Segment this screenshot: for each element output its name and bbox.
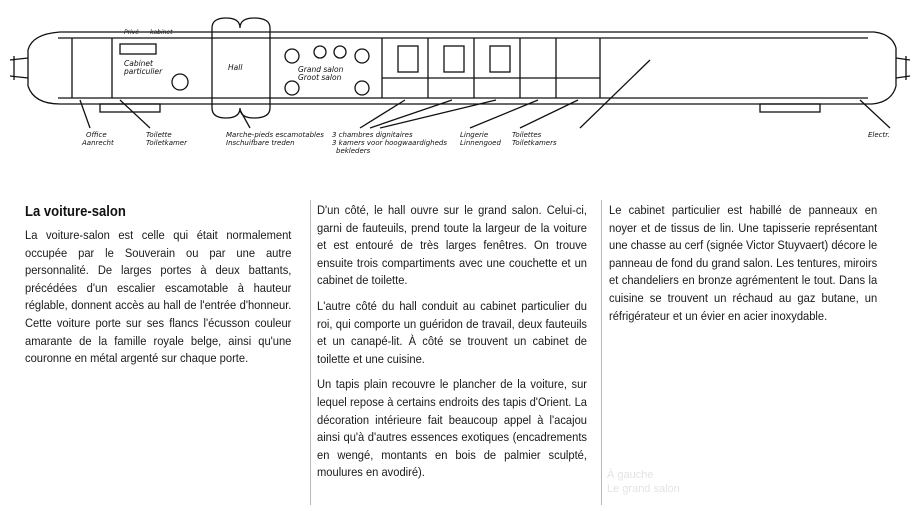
label-kabinet-2: kabinet [150,29,173,36]
bogie-right [760,104,820,112]
article-title: La voiture-salon [25,204,126,220]
left-coupler [10,56,28,80]
callout-treden: Inschuifbare treden [226,139,295,147]
sofa-bed [120,44,156,54]
armchair [355,81,369,95]
bogie-left [100,104,160,112]
faded-caption [607,468,680,496]
paragraph: Un tapis plain recouvre le plancher de la voiture, sur lequel repose à certains endroits des tapis d'Orient. La décoration intérieure fait beaucoup appel à l'acajou ainsi qu'à d'autres essences exotiques (encadrements en wengé, montants en bois de palmier sculpté, moulures en avodiré). [317,377,587,480]
paragraph: La voiture-salon est celle qui était normalement occupée par le Souverain ou par une autre personnalité. De larges portes à deux battants, précédées d'un escalier escamotable à hauteur réglable, donnent accès au hall de l'entrée d'honneur. Cette voiture porte sur ses flancs l'écusson couleur amarante de la famille royale belge, ainsi qu'une couronne en métal argenté sur chaque porte. [25,228,292,366]
paragraph: Le cabinet particulier est habillé de panneaux en noyer et de tissus de lin. Une tapisserie représentant une chasse au cerf (signée Victor Stuyvaert) décore le panneau de fond du grand salon. Les tentures, miroirs et chandeliers en bronze agrémentent le tout. Dans la cuisine se trouvent un réchaud au gaz butane, un réfrigérateur et un évier en acier inoxydable. [609,203,878,323]
article-column-2 [317,202,587,490]
table [172,74,188,90]
armchair [334,46,346,58]
callout-lingerie: Lingerie [460,131,489,139]
callout-kamers: 3 kamers voor hoogwaardigheds [332,139,448,147]
callout-chambres: 3 chambres dignitaires [332,131,413,139]
armchair [355,49,369,63]
armchair [285,81,299,95]
car-floor-plan [0,0,914,180]
column-divider [310,200,311,505]
faded-caption-line: Le grand salon [607,483,680,495]
label-cabinet-2: particulier [124,67,163,76]
callout-electr: Electr. [868,131,890,139]
berth [398,46,418,72]
article-column-3 [609,202,877,333]
article-column-1 [25,202,291,376]
label-groot-salon: Groot salon [298,73,342,82]
callout-toiletkamer: Toiletkamer [146,139,187,147]
armchair [285,49,299,63]
label-grand-salon: Grand salon [298,65,344,74]
leader-lines [80,60,890,128]
callout-linnengoed: Linnengoed [460,139,501,147]
right-coupler [896,56,910,80]
label-hall: Hall [228,63,243,72]
label-kabinet: Privé- [124,29,142,36]
callout-bekleders: bekleders [336,147,371,155]
callout-toilettes: Toilettes [512,131,542,139]
paragraph: D'un côté, le hall ouvre sur le grand salon. Celui-ci, garni de fauteuils, prend toute la largeur de la voiture et est entouré de très larges fenêtres. On trouve ensuite trois compartiments avec une couchette et un cabinet de toilette. [317,203,587,288]
callout-toilette: Toilette [146,131,172,139]
berth [444,46,464,72]
armchair [314,46,326,58]
hall-door-top [212,18,270,28]
column-divider [601,200,602,505]
berth [490,46,510,72]
faded-caption-line: À gauche [607,469,654,481]
callout-aanrecht: Aanrecht [82,139,114,147]
callout-office: Office [86,131,107,139]
callout-toiletkamers: Toiletkamers [512,139,557,147]
label-cabinet: Cabinet [124,59,153,68]
car-roof-line [58,38,868,98]
paragraph: L'autre côté du hall conduit au cabinet particulier du roi, qui comporte un guéridon de travail, deux fauteuils et un canapé-lit. À côté se trouvent un cabinet de toilette et une cuisine. [317,298,587,366]
callout-marche-pieds: Marche-pieds escamotables [226,131,324,139]
